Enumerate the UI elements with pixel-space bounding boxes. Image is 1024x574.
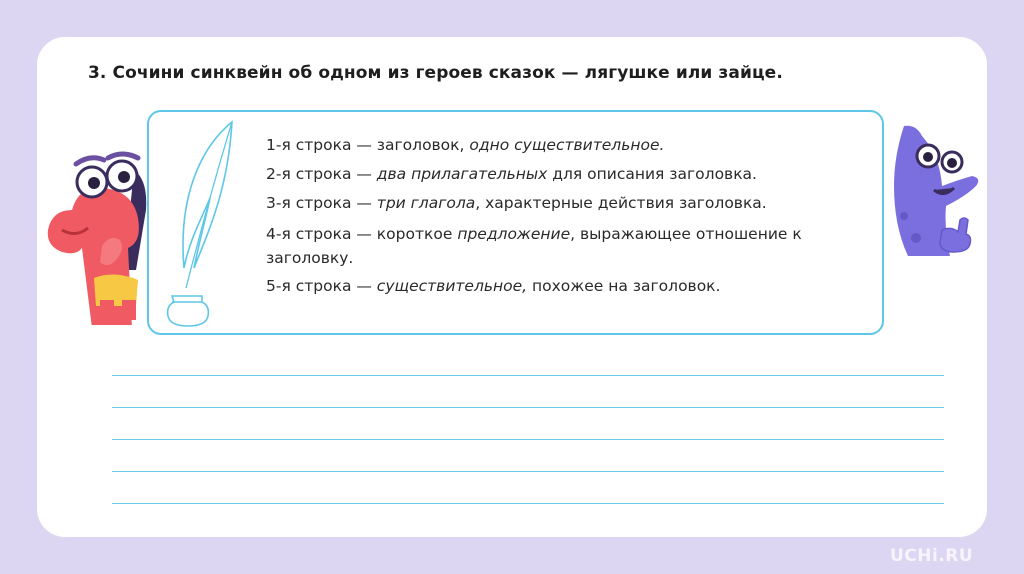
quill-icon (160, 118, 250, 328)
rule-line-2: 2-я строка — два прилагательных для описания заголовка. (266, 165, 757, 183)
writing-line-5[interactable] (112, 503, 944, 504)
rule-line-3: 3-я строка — три глагола, характерные действия заголовка. (266, 194, 767, 212)
writing-line-4[interactable] (112, 471, 944, 472)
rules-list (266, 135, 866, 305)
writing-line-2[interactable] (112, 407, 944, 408)
writing-line-3[interactable] (112, 439, 944, 440)
inkwell-icon (168, 296, 209, 326)
frog-character (44, 150, 150, 325)
rule-line-5: 5-я строка — существительное, похожее на заголовок. (266, 277, 721, 295)
dinosaur-character (876, 120, 986, 270)
rule-line-4: 4-я строка — короткое предложение, выражающее отношение к заголовку. (266, 225, 802, 267)
rule-line-1: 1-я строка — заголовок, одно существительное. (266, 136, 665, 154)
task-title: 3. Сочини синквейн об одном из героев сказок — лягушке или зайце. (88, 63, 783, 83)
brand-watermark: UCHi.RU (890, 546, 974, 566)
writing-line-1[interactable] (112, 375, 944, 376)
